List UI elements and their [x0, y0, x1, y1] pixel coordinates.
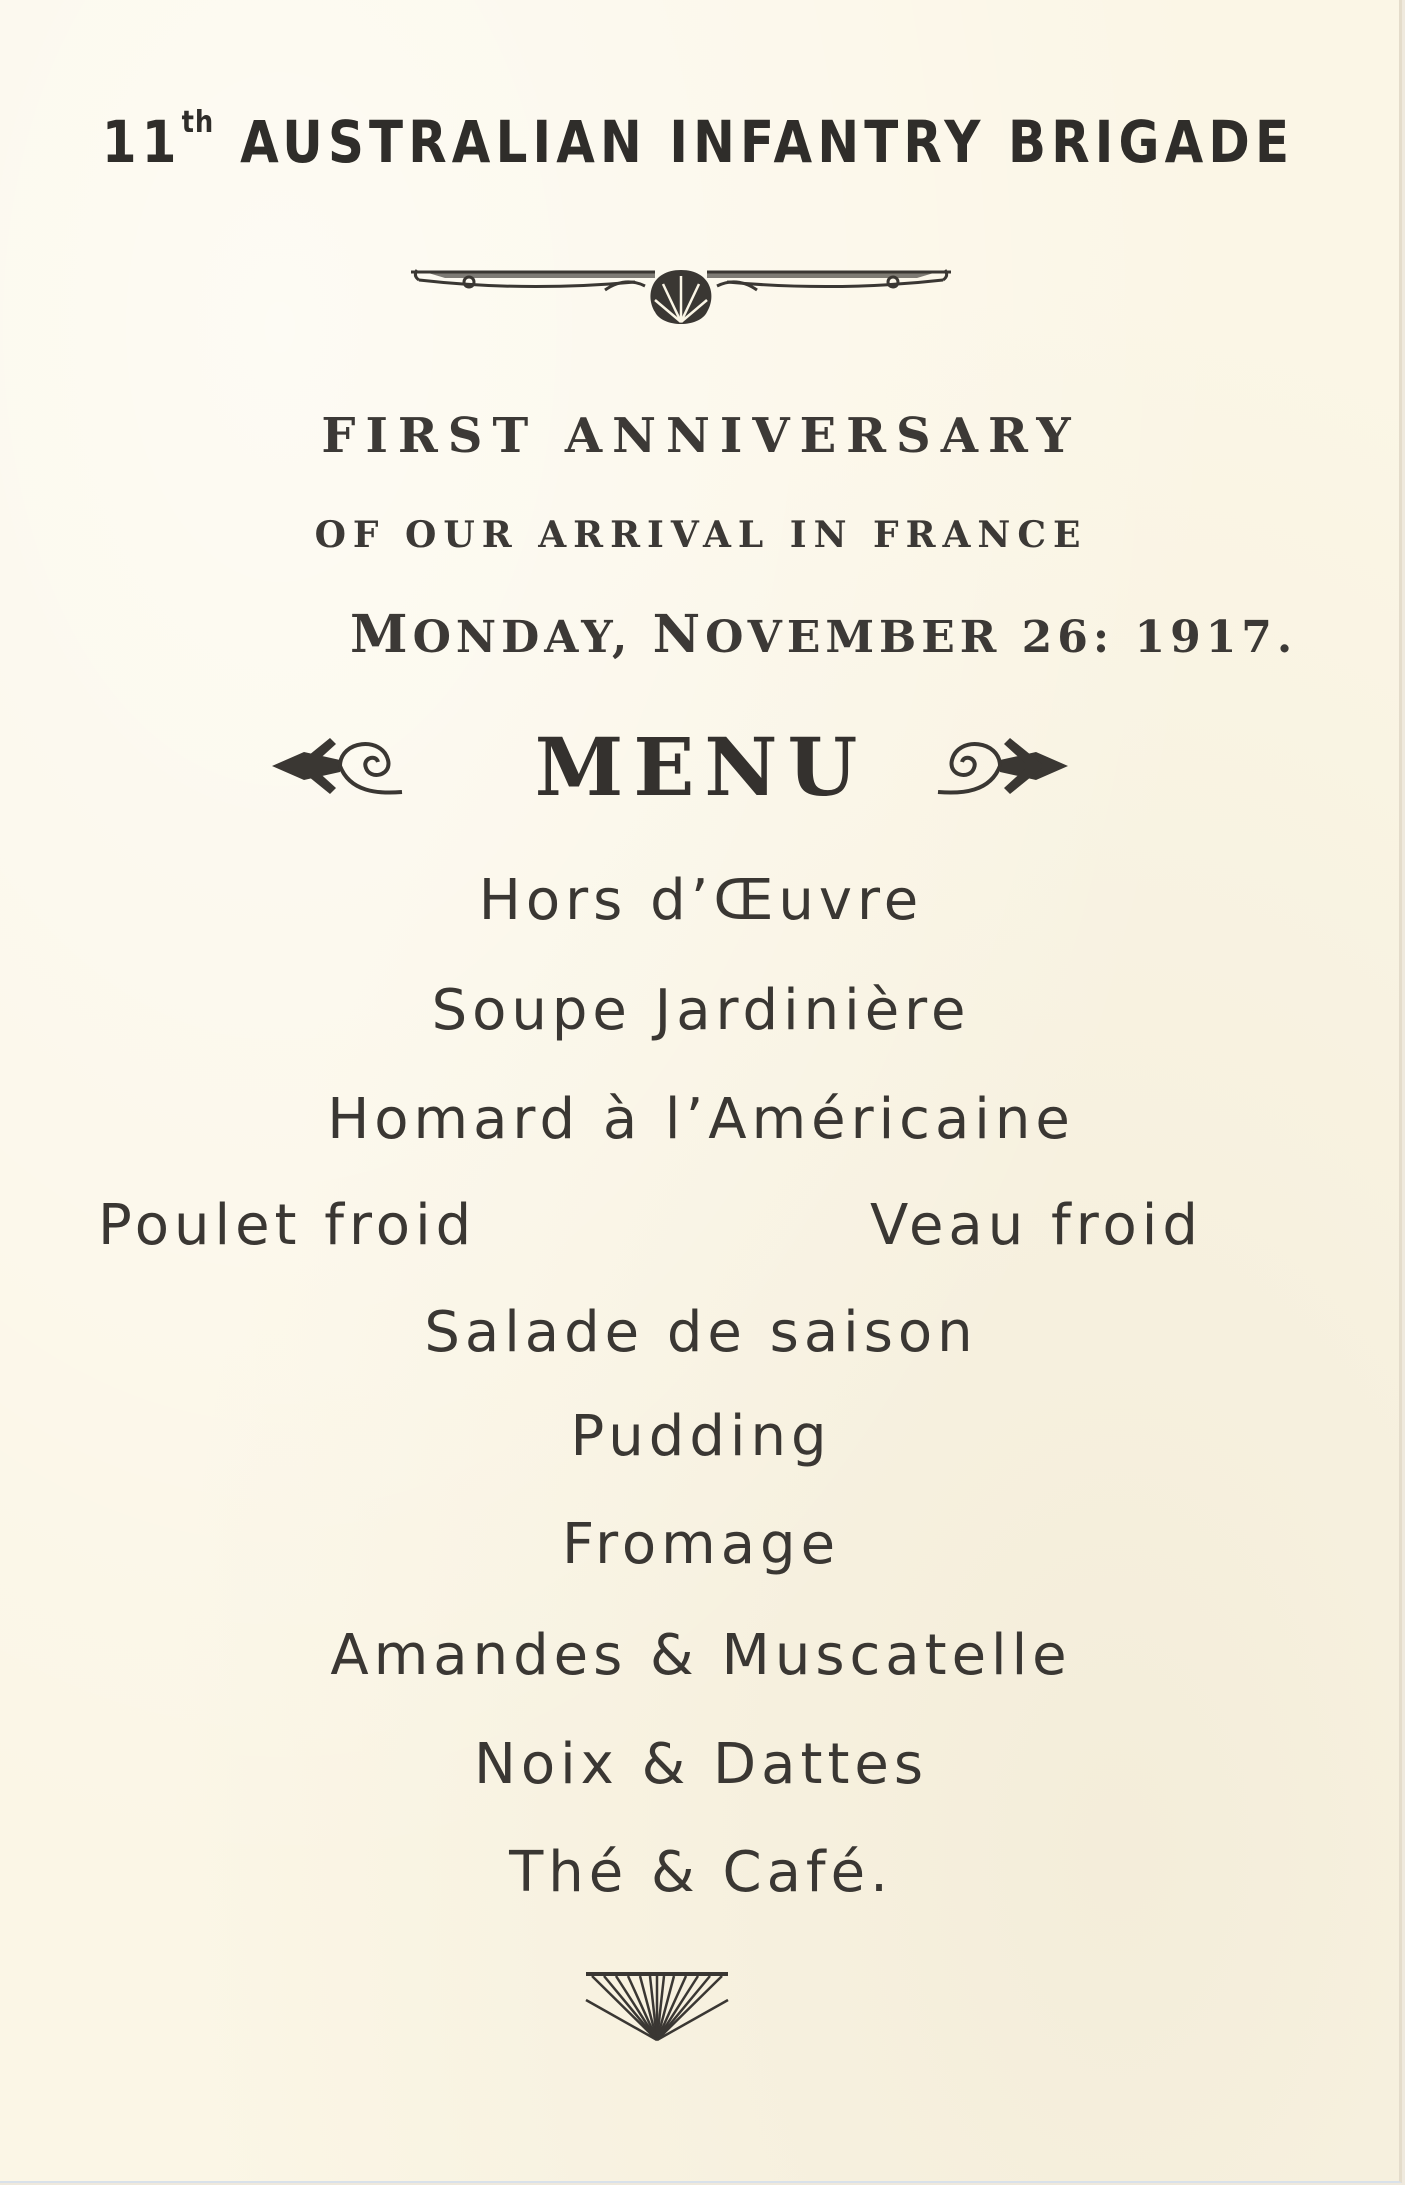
course-item: Homard à l’Américaine: [327, 1087, 1075, 1152]
event-date: [350, 604, 1297, 665]
brigade-name: AUSTRALIAN INFANTRY BRIGADE: [240, 108, 1295, 176]
date-rest: OVEMBER 26: 1917.: [705, 612, 1298, 663]
brigade-number-suffix: th: [181, 105, 215, 140]
course-item: Amandes & Muscatelle: [330, 1623, 1072, 1688]
course-item: Salade de saison: [424, 1300, 978, 1365]
course-item: Soupe Jardinière: [431, 978, 971, 1043]
course-item: Thé & Café.: [509, 1840, 893, 1905]
course-item: Hors d’Œuvre: [478, 868, 924, 933]
sunburst-icon: [584, 1970, 730, 2044]
course-item: Noix & Dattes: [473, 1732, 929, 1797]
menu-title: MENU: [534, 720, 868, 814]
date-initial-n: N: [652, 604, 706, 665]
date-initial-m: M: [350, 604, 413, 665]
scroll-divider-icon: [405, 262, 957, 338]
course-item: Pudding: [570, 1404, 832, 1469]
date-weekday-rest: ONDAY,: [412, 612, 653, 663]
course-item: Fromage: [561, 1512, 841, 1577]
fleuron-right-icon: [934, 730, 1070, 802]
anniversary-title: FIRST ANNIVERSARY: [321, 408, 1081, 464]
brigade-heading: [95, 105, 1301, 176]
brigade-number: 11: [101, 108, 182, 176]
arrival-subtitle: OF OUR ARRIVAL IN FRANCE: [314, 514, 1088, 556]
course-item-cold-left: Poulet froid: [98, 1193, 477, 1258]
course-item-cold-right: Veau froid: [870, 1193, 1203, 1258]
